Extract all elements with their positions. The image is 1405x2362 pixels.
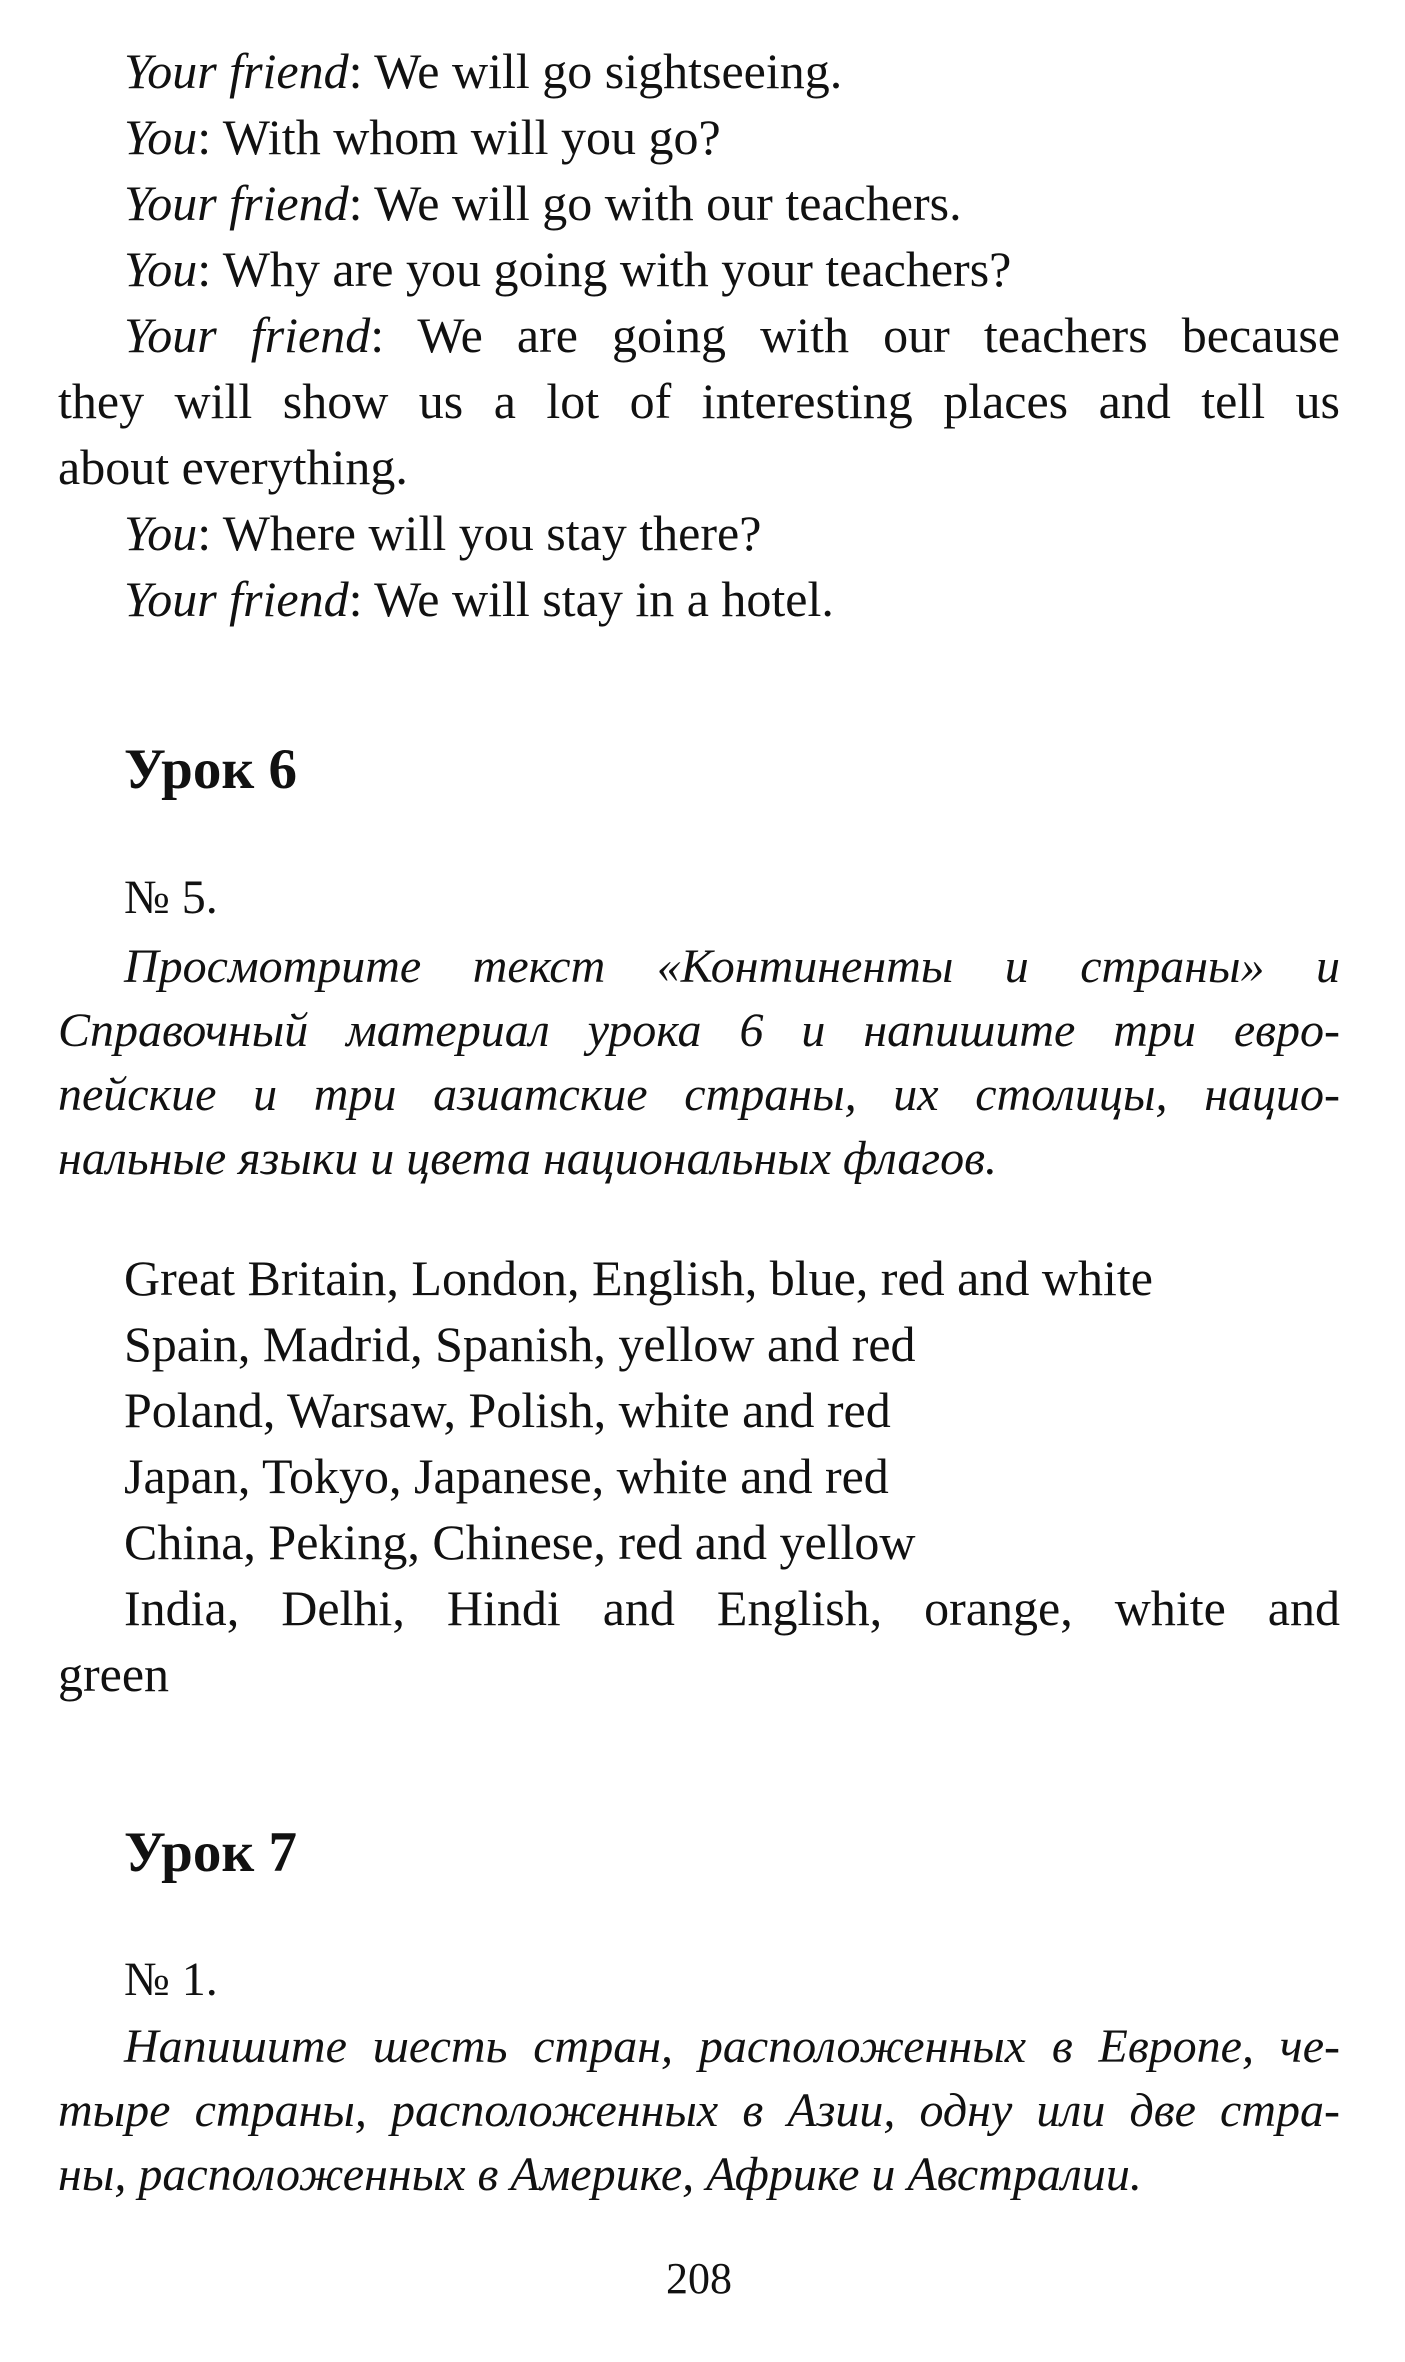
dialogue	[58, 38, 1340, 632]
dialogue-line: they will show us a lot of interesting places and tell us	[58, 373, 1340, 429]
dialogue-line: You: With whom will you go?	[124, 109, 721, 165]
answer-line: Spain, Madrid, Spanish, yellow and red	[124, 1316, 916, 1372]
task-line: Просмотрите текст «Континенты и страны» и	[124, 940, 1340, 993]
speaker: Your friend	[124, 307, 371, 363]
task-line: ны, расположенных в Америке, Африке и Австралии.	[58, 2148, 1142, 2201]
dialogue-line: Your friend: We will go sightseeing.	[124, 43, 843, 99]
answers-list	[58, 1245, 1340, 1707]
dialogue-line: about everything.	[58, 439, 408, 495]
task-line: нальные языки и цвета национальных флагов.	[58, 1132, 997, 1185]
dialogue-line: Your friend: We will stay in a hotel.	[124, 571, 834, 627]
dialogue-line: You: Why are you going with your teachers?	[124, 241, 1012, 297]
task-line: тыре страны, расположенных в Азии, одну или две стра-	[58, 2084, 1340, 2137]
lesson-heading: Урок 7	[124, 1821, 297, 1884]
task-number: № 5.	[124, 871, 218, 924]
lesson-heading: Урок 6	[124, 738, 297, 801]
answer-line: Japan, Tokyo, Japanese, white and red	[124, 1448, 889, 1504]
answer-line: India, Delhi, Hindi and English, orange, white and	[124, 1580, 1340, 1636]
task-instruction	[58, 935, 1340, 1191]
speaker: You	[124, 241, 198, 297]
answer-line: Great Britain, London, English, blue, red and white	[124, 1250, 1153, 1306]
answer-line: China, Peking, Chinese, red and yellow	[124, 1514, 916, 1570]
dialogue-line: Your friend: We are going with our teachers because	[124, 307, 1341, 363]
answer-line: Poland, Warsaw, Polish, white and red	[124, 1382, 891, 1438]
dialogue-line: Your friend: We will go with our teachers.	[124, 175, 962, 231]
speaker: You	[124, 109, 198, 165]
speaker: Your friend	[124, 175, 349, 231]
speaker: You	[124, 505, 198, 561]
task-line: Напишите шесть стран, расположенных в Европе, че-	[124, 2020, 1340, 2073]
task-line: Справочный материал урока 6 и напишите три евро-	[58, 1004, 1340, 1057]
speaker: Your friend	[124, 43, 349, 99]
task-line: пейские и три азиатские страны, их столицы, нацио-	[58, 1068, 1340, 1121]
dialogue-line: You: Where will you stay there?	[124, 505, 762, 561]
speaker: Your friend	[124, 571, 349, 627]
task-number: № 1.	[124, 1953, 218, 2006]
answer-line: green	[58, 1646, 170, 1702]
page-number: 208	[666, 2254, 732, 2303]
book-page	[58, 0, 1340, 2362]
task-instruction	[58, 2015, 1340, 2207]
